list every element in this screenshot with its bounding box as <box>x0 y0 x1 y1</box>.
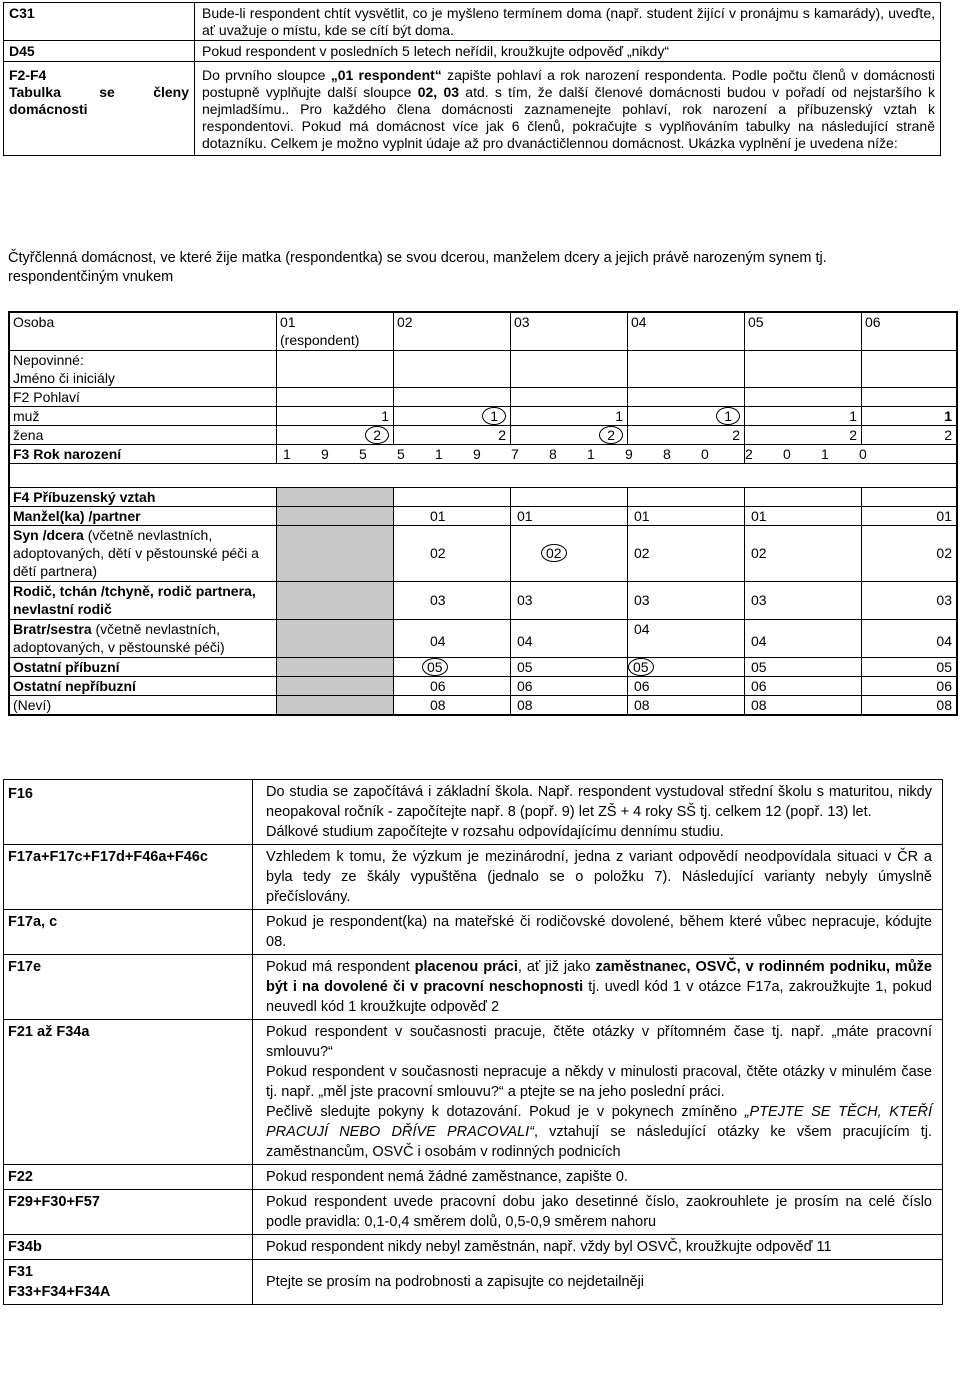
text-f22: Pokud respondent nemá žádné zaměstnance, zapište 0. <box>253 1165 943 1190</box>
code-f34b: F34b <box>4 1235 253 1260</box>
text-f29: Pokud respondent uvede pracovní dobu jako desetinné číslo, zaokrouhlete je prosím na celé číslo podle pravidla: 0,1-0,4 směrem dolů, 0,5-0,9 směrem nahoru <box>253 1190 943 1235</box>
row-zena: žena <box>9 425 277 444</box>
code-f29: F29+F30+F57 <box>4 1190 253 1235</box>
cell-circled: 2 <box>511 425 628 444</box>
example-description: Čtyřčlenná domácnost, ve které žije matka (respondentka) se svou dcerou, manželem dcery a jejich právě narozeným synem tj. respondentčiným vnukem <box>8 250 827 285</box>
cell: 1 <box>277 406 394 425</box>
code-f21: F21 až F34a <box>4 1020 253 1165</box>
row-muz: muž <box>9 406 277 425</box>
text-f31: Ptejte se prosím na podrobnosti a zapisujte co nejdetailněji <box>253 1260 943 1305</box>
code-f31: F31 F33+F34+F34A <box>4 1260 253 1305</box>
text-d45: Pokud respondent v posledních 5 letech neřídil, kroužkujte odpověď „nikdy“ <box>195 41 941 62</box>
cell-circled: 1 <box>394 406 511 425</box>
rel-label: Syn /dcera (včetně nevlastních, adoptovaných, dětí v pěstounské péči a dětí partnera) <box>9 525 277 581</box>
header-osoba: Osoba <box>9 312 277 350</box>
rel-label: (Neví) <box>9 695 277 715</box>
header-03: 03 <box>511 312 628 350</box>
text-f17e: Pokud má respondent placenou práci, ať již jako zaměstnanec, OSVČ, v rodinném podniku, může být i na dovolené či v pracovní neschopnosti tj. uvedl kód 1 v otázce F17a, zakroužkujte 1, pokud neuvedl kód 1 kroužkujte odpověď 2 <box>253 955 943 1020</box>
header-04: 04 <box>628 312 745 350</box>
birth-years-2: 2 0 1 0 <box>745 444 958 463</box>
code-f22: F22 <box>4 1165 253 1190</box>
rel-label: Rodič, tchán /tchyně, rodič partnera, nevlastní rodič <box>9 581 277 619</box>
text-f2-f4: Do prvního sloupce „01 respondent“ zapište pohlaví a rok narození respondenta. Podle počtu členů v domácnosti postupně vyplňujte další sloupce 02, 03 atd. s tím, že další členové domácnosti budou v pořadí od nejstaršího k nejmladšímu.. Pro každého člena domácnosti zaznamenejte pohlaví, rok narození a příbuzenský vztah k respondentovi. Pokud má domácnost více jak 6 členů, pokračujte s vyplňováním tabulky na následující straně dotazníku. Celkem je možno vyplnit údaje až pro dvanáctičlennou domácnost. Ukázka vyplnění je uvedena níže: <box>195 62 941 156</box>
cell: 2 <box>862 425 958 444</box>
cell: 1 <box>862 406 958 425</box>
code-d45: D45 <box>4 41 195 62</box>
instructions-table-top <box>3 2 941 156</box>
header-01: 01 (respondent) <box>277 312 394 350</box>
rel-label: Ostatní příbuzní <box>9 657 277 676</box>
header-05: 05 <box>745 312 862 350</box>
cell: 1 <box>511 406 628 425</box>
code-f16: F16 <box>4 780 253 845</box>
code-f17ac: F17a, c <box>4 910 253 955</box>
text-f16: Do studia se započítává i základní škola. Např. respondent vystudoval střední školu s maturitou, nikdy neopakoval ročník - započítejte např. 8 (popř. 9) let ZŠ + 4 roky SŠ tj. celkem 12 (popř. 13) let. Dálkové studium započítejte v rozsahu odpovídajícímu dennímu studiu. <box>253 780 943 845</box>
rel-label: Bratr/sestra (včetně nevlastních, adoptovaných, v pěstounské péči) <box>9 619 277 657</box>
rel-label: Ostatní nepříbuzní <box>9 676 277 695</box>
cell: 2 <box>394 425 511 444</box>
optional-label: Nepovinné: Jméno či iniciály <box>9 350 277 387</box>
instructions-table-bottom <box>3 779 943 1305</box>
text-f17ac: Pokud je respondent(ka) na mateřské či rodičovské dovolené, během které vůbec nepracuje, kódujte 08. <box>253 910 943 955</box>
f4-label: F4 Příbuzenský vztah <box>9 487 277 506</box>
code-f17a-group: F17a+F17c+F17d+F46a+F46c <box>4 845 253 910</box>
cell-circled: 2 <box>277 425 394 444</box>
text-f21: Pokud respondent v současnosti pracuje, čtěte otázky v přítomném čase tj. např. „máte pracovní smlouvu?“ Pokud respondent v současnosti nepracuje a někdy v minulosti pracoval, čtěte otázky v minulém čase tj. např. „měl jste pracovní smlouvu?“ a ptejte se na jeho poslední práci. Pečlivě sledujte pokyny k dotazování. Pokud je v pokynech zmíněno „PTEJTE SE TĚCH, KTEŘÍ PRACUJÍ NEBO DŘÍVE PRACOVALI“, vztahují se následující otázky ke všem pracujícím tj. zaměstnancům, OSVČ i osobám v rodinných podnicích <box>253 1020 943 1165</box>
code-c31: C31 <box>4 3 195 41</box>
cell-circled: 1 <box>628 406 745 425</box>
cell: 2 <box>745 425 862 444</box>
header-06: 06 <box>862 312 958 350</box>
rel-label: Manžel(ka) /partner <box>9 506 277 525</box>
birth-years: 1 9 5 5 1 9 7 8 1 9 8 0 <box>277 444 745 463</box>
code-f17e: F17e <box>4 955 253 1020</box>
text-f17a-group: Vzhledem k tomu, že výzkum je mezinárodní, jedna z variant odpovědí neodpovídala situaci v ČR a byla tedy ze škály vypuštěna (jednalo se o položku 7). Následující varianty nebyly úmyslně přečíslovány. <box>253 845 943 910</box>
f2-label: F2 Pohlaví <box>9 387 277 406</box>
header-02: 02 <box>394 312 511 350</box>
cell: 1 <box>745 406 862 425</box>
text-c31: Bude-li respondent chtít vysvětlit, co je myšleno termínem doma (např. student žijící v pronájmu s kamarády), uveďte, ať uvažuje o místu, kde se cítí být doma. <box>195 3 941 41</box>
code-f2-f4: F2-F4 Tabulka se členy domácnosti <box>4 62 195 156</box>
household-example-table: Osoba 01 (respondent) 02 03 04 05 06 Nepovinné: Jméno či iniciály F2 Pohlaví muž 1 1 1 1 1 1 žena 2 2 2 2 2 2 F3 Rok narození 1 9 5 5 1 9 7 8 1 9 8 0 2 0 1 0 F4 Příbuzenský vztah Manžel(ka) /partner 01 01 01 01 01 Syn /dcera (včetně nevlastních, adoptovaných, dětí v pěstounské péči a dětí partnera) 02 02 02 02 02 Rodič, tchán /tchyně, rodič partnera, nevlastní rodič 03 03 03 03 03 Bratr/sestra (včetně nevlastních, adoptovaných, v pěstounské péči) 04 04 04 04 04 Ostatní příbuzní 05 05 05 05 05 Ostatní nepříbuzní 06 06 06 06 06 (Neví) 08 08 08 08 08 <box>8 311 958 716</box>
cell: 2 <box>628 425 745 444</box>
f3-label: F3 Rok narození <box>9 444 277 463</box>
text-f34b: Pokud respondent nikdy nebyl zaměstnán, např. vždy byl OSVČ, kroužkujte odpověď 11 <box>253 1235 943 1260</box>
